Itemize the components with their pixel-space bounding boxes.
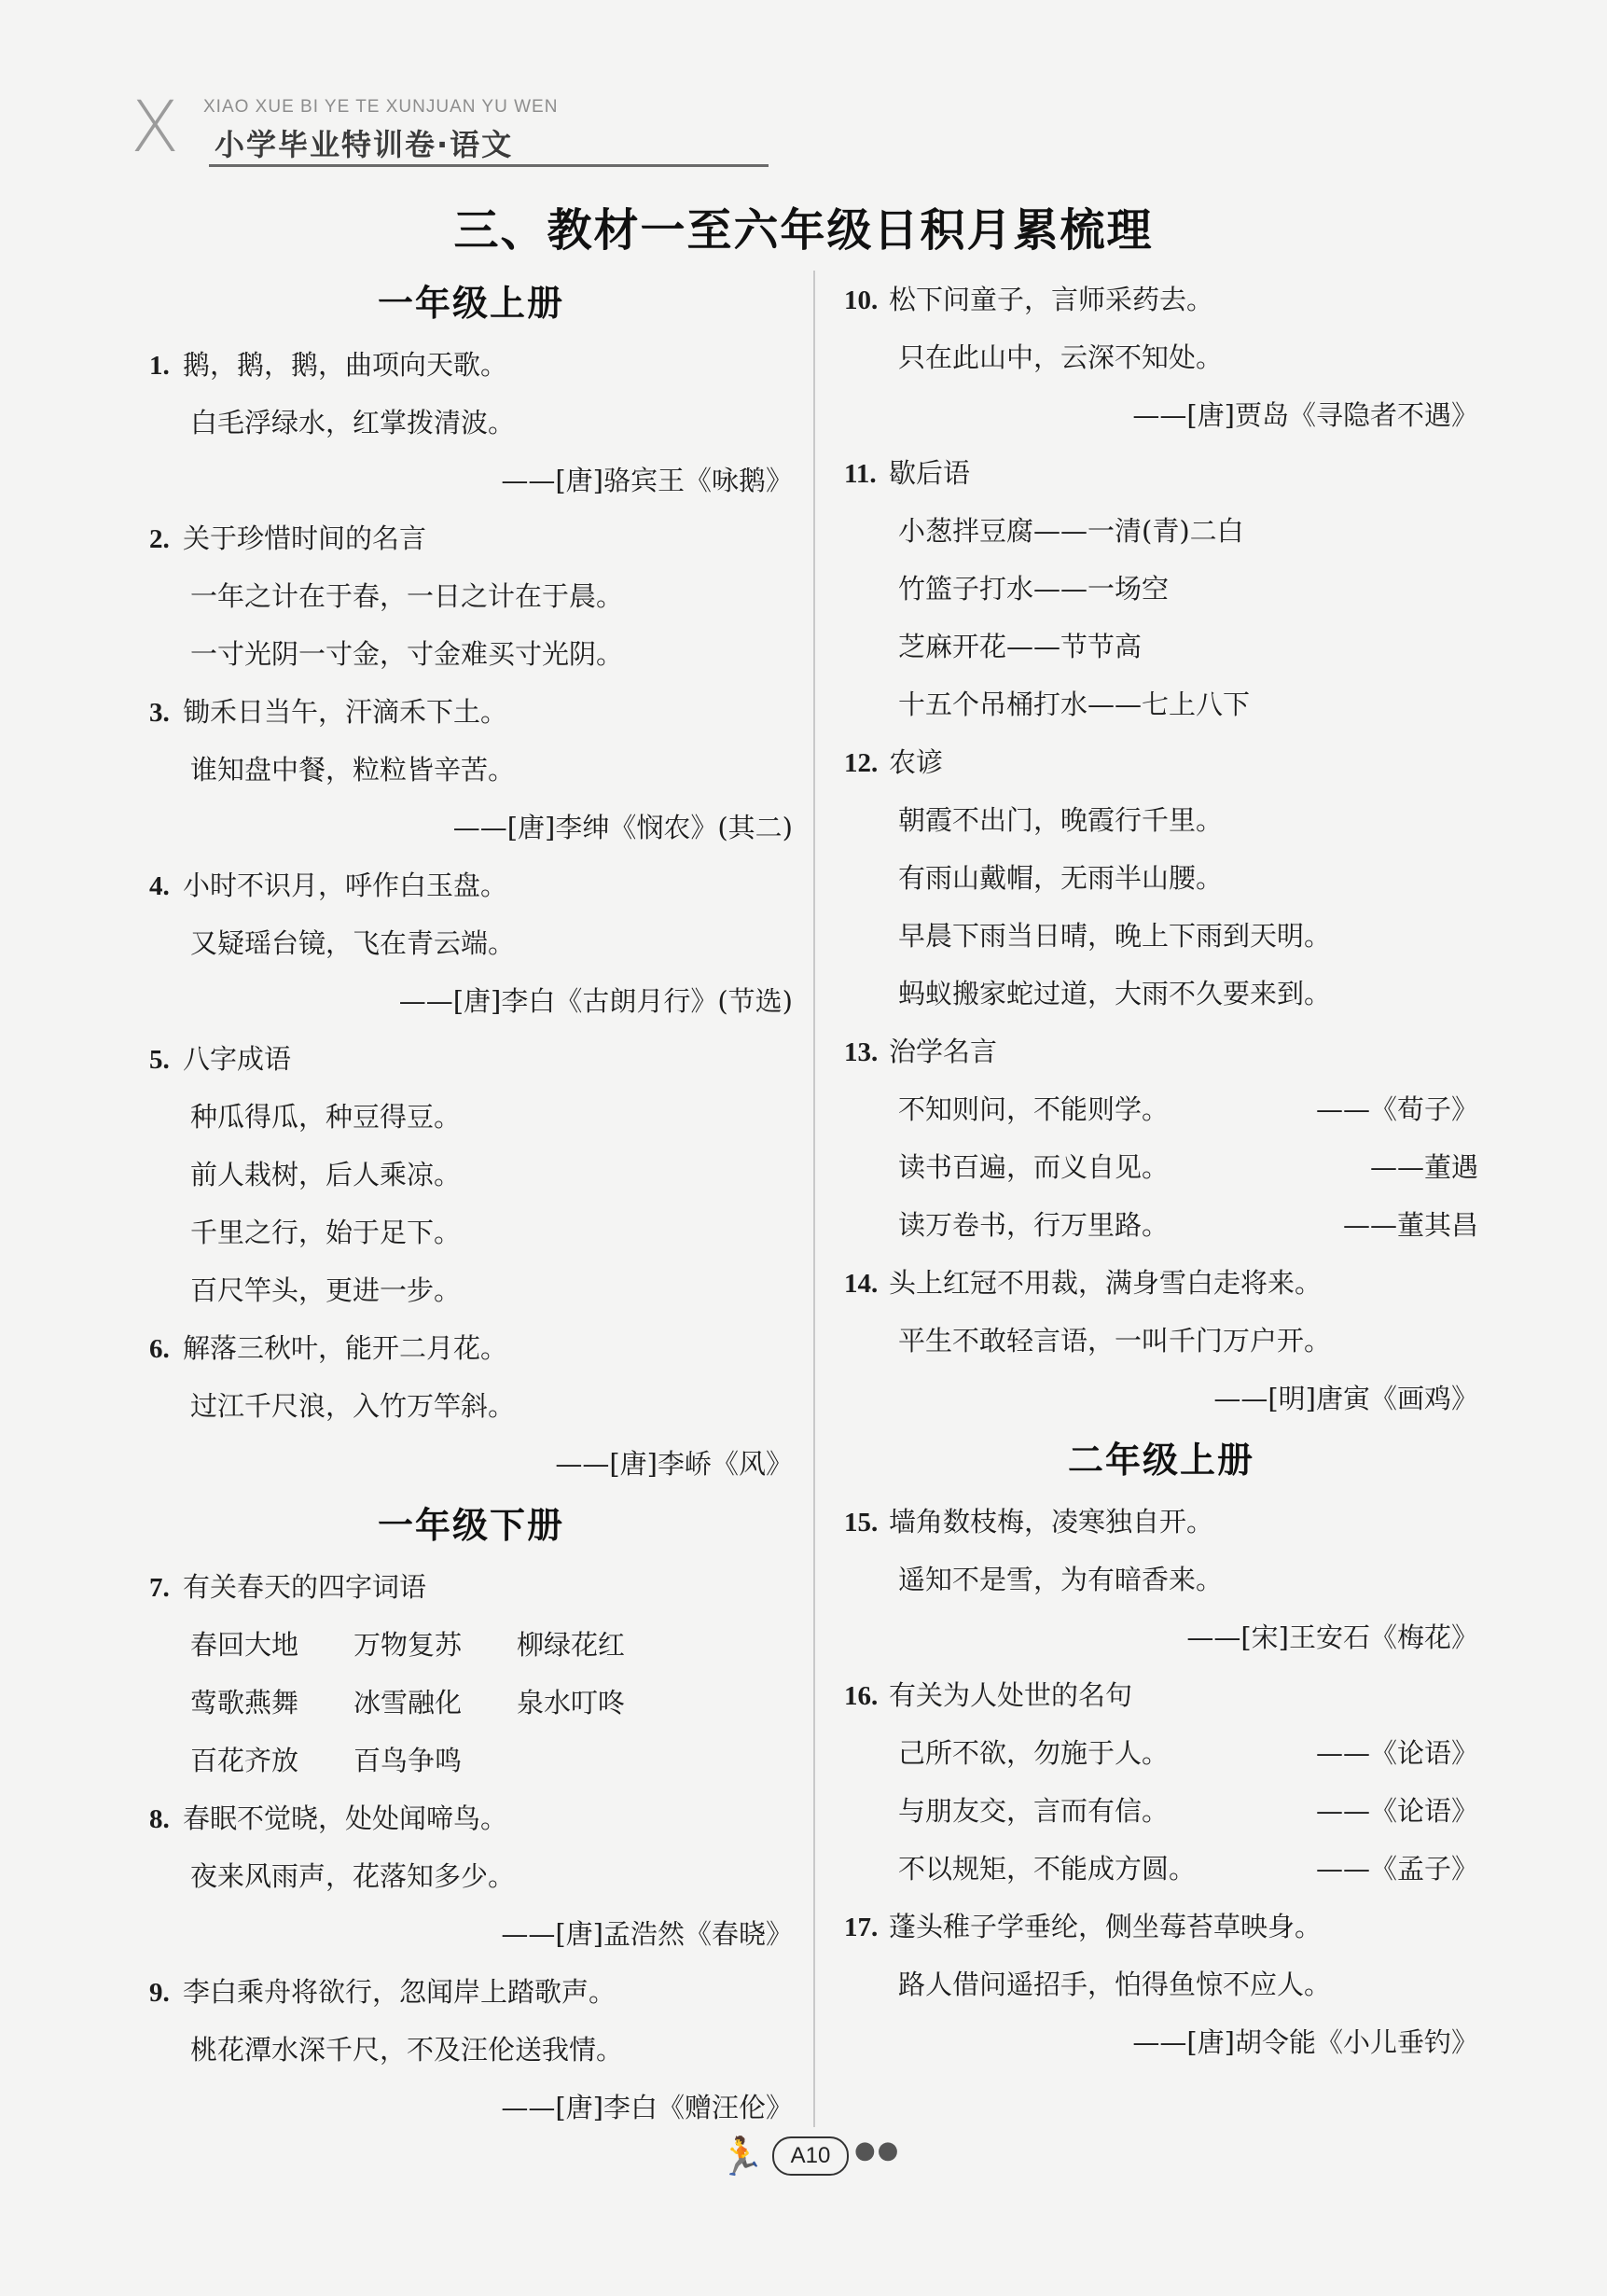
item-text: 关于珍惜时间的名言 (183, 522, 427, 554)
item-text: 不知则问，不能则学。 (898, 1093, 1170, 1125)
item-source: ——[唐]贾岛《寻隐者不遇》 (1132, 399, 1478, 431)
item-source: ——[唐]李白《赠汪伦》 (501, 2092, 793, 2123)
item-text: 农谚 (889, 746, 944, 778)
item-number: 1. (149, 351, 170, 381)
item-source: ——《论语》 (1315, 1737, 1478, 1769)
section-title: 二年级上册 (1067, 1440, 1254, 1481)
item-text: 早晨下雨当日晴，晚上下雨到天明。 (898, 920, 1332, 952)
item-source: ——《荀子》 (1315, 1093, 1478, 1125)
list-item (844, 1666, 1478, 1898)
phrase: 百花齐放 (190, 1745, 299, 1776)
section-title: 一年级下册 (377, 1505, 564, 1546)
book-header (131, 85, 672, 168)
item-text: 平生不敢轻言语，一叫千门万户开。 (898, 1325, 1332, 1357)
header-title: 小学毕业特训卷·语文 (215, 127, 514, 162)
item-text: 墙角数枝梅，凌寒独自开。 (889, 1506, 1214, 1538)
phrase: 冰雪融化 (353, 1687, 463, 1719)
list-item (149, 336, 793, 509)
item-number: 10. (844, 285, 879, 315)
item-text: 有关春天的四字词语 (183, 1571, 427, 1603)
item-number: 5. (149, 1045, 170, 1075)
item-text: 李白乘舟将欲行，忽闻岸上踏歌声。 (183, 1976, 616, 2008)
item-source: ——董遇 (1369, 1151, 1478, 1183)
header-rule (209, 164, 769, 167)
item-text: 春眠不觉晓，处处闻啼鸟。 (183, 1802, 508, 1834)
list-item (149, 856, 793, 1030)
item-number: 14. (844, 1269, 879, 1299)
list-item (844, 271, 1478, 444)
item-text: 一年之计在于春，一日之计在于晨。 (190, 580, 624, 612)
item-text: 百尺竿头，更进一步。 (190, 1274, 462, 1306)
item-number: 15. (844, 1508, 879, 1538)
item-number: 9. (149, 1978, 170, 2008)
phrase: 柳绿花红 (517, 1629, 626, 1661)
item-text: 种瓜得瓜，种豆得豆。 (190, 1101, 462, 1133)
page-number: A10 (772, 2136, 849, 2176)
phrase-row (149, 1674, 793, 1732)
item-text: 不以规矩，不能成方圆。 (898, 1853, 1197, 1885)
item-number: 13. (844, 1037, 879, 1067)
list-item (844, 444, 1478, 733)
item-text: 治学名言 (889, 1036, 998, 1067)
item-number: 6. (149, 1334, 170, 1364)
right-column (844, 271, 1478, 2071)
item-number: 4. (149, 871, 170, 901)
list-item (149, 1963, 793, 2136)
item-text: 解落三秋叶，能开二月花。 (183, 1332, 508, 1364)
list-item (844, 1254, 1478, 1427)
item-text: 蚂蚁搬家蛇过道，大雨不久要来到。 (898, 978, 1332, 1009)
header-pinyin: XIAO XUE BI YE TE XUNJUAN YU WEN (203, 97, 559, 117)
list-item (149, 509, 793, 683)
item-source: ——[唐]李白《古朗月行》(节选) (398, 985, 793, 1017)
item-text: 读书百遍，而义自见。 (898, 1151, 1170, 1183)
item-number: 16. (844, 1681, 879, 1711)
item-source: ——董其昌 (1342, 1209, 1478, 1241)
left-column (149, 271, 793, 2136)
item-text: 桃花潭水深千尺，不及汪伦送我情。 (190, 2034, 624, 2066)
item-text: 锄禾日当午，汗滴禾下土。 (183, 696, 508, 728)
list-item (149, 1319, 793, 1493)
item-source: ——[唐]李峤《风》 (555, 1448, 793, 1480)
item-text: 谁知盘中餐，粒粒皆辛苦。 (190, 754, 516, 786)
item-text: 松下问童子，言师采药去。 (889, 284, 1214, 315)
item-text: 芝麻开花——节节高 (898, 631, 1143, 662)
item-text: 蓬头稚子学垂纶，侧坐莓苔草映身。 (889, 1911, 1323, 1942)
list-item (149, 1558, 793, 1789)
item-text: 八字成语 (183, 1043, 292, 1075)
phrase: 百鸟争鸣 (353, 1745, 463, 1776)
item-text: 路人借问遥招手，怕得鱼惊不应人。 (898, 1969, 1332, 2000)
list-item (149, 1030, 793, 1319)
item-text: 过江千尺浪，入竹万竿斜。 (190, 1390, 516, 1422)
page-title: 三、教材一至六年级日积月累梳理 (453, 204, 1154, 257)
list-item (149, 683, 793, 856)
item-text: 与朋友交，言而有信。 (898, 1795, 1170, 1827)
list-item (844, 1493, 1478, 1666)
item-source: ——[唐]孟浩然《春晓》 (501, 1918, 793, 1950)
header-logo-letter: X (131, 85, 180, 168)
item-text: 小时不识月，呼作白玉盘。 (183, 870, 508, 901)
item-text: 有雨山戴帽，无雨半山腰。 (898, 862, 1224, 894)
section-title: 一年级上册 (377, 283, 564, 324)
dots-decoration: ●● (854, 2136, 901, 2164)
item-text: 十五个吊桶打水——七上八下 (898, 689, 1251, 720)
phrase: 万物复苏 (353, 1629, 463, 1661)
item-text: 朝霞不出门，晚霞行千里。 (898, 804, 1224, 836)
list-item (844, 1023, 1478, 1254)
item-text: 竹篮子打水——一场空 (898, 573, 1170, 605)
list-item (149, 1789, 793, 1963)
list-item (844, 1898, 1478, 2071)
item-text: 头上红冠不用裁，满身雪白走将来。 (889, 1267, 1323, 1299)
item-text: 一寸光阴一寸金，寸金难买寸光阴。 (190, 638, 624, 670)
item-number: 7. (149, 1573, 170, 1603)
item-source: ——[唐]胡令能《小儿垂钓》 (1132, 2026, 1478, 2058)
item-text: 白毛浮绿水，红掌拨清波。 (190, 407, 516, 438)
item-source: ——[明]唐寅《画鸡》 (1213, 1383, 1478, 1414)
item-text: 只在此山中，云深不知处。 (898, 341, 1224, 373)
item-source: ——[宋]王安石《梅花》 (1186, 1621, 1478, 1653)
item-text: 前人栽树，后人乘凉。 (190, 1159, 462, 1190)
phrase-row (149, 1616, 793, 1674)
item-text: 歇后语 (889, 457, 971, 489)
item-source: ——[唐]李绅《悯农》(其二) (452, 812, 793, 843)
item-number: 8. (149, 1804, 170, 1834)
item-number: 17. (844, 1913, 879, 1942)
item-text: 千里之行，始于足下。 (190, 1217, 462, 1248)
item-source: ——《孟子》 (1315, 1853, 1478, 1885)
page-footer (718, 2127, 923, 2183)
item-number: 12. (844, 748, 879, 778)
column-divider (813, 271, 815, 2127)
phrase-row (149, 1732, 793, 1789)
item-text: 读万卷书，行万里路。 (898, 1209, 1170, 1241)
item-text: 己所不欲，勿施于人。 (898, 1737, 1170, 1769)
item-text: 遥知不是雪，为有暗香来。 (898, 1564, 1224, 1595)
item-text: 又疑瑶台镜，飞在青云端。 (190, 927, 516, 959)
item-number: 11. (844, 459, 877, 489)
item-number: 3. (149, 698, 170, 728)
phrase: 莺歌燕舞 (190, 1687, 299, 1719)
item-text: 鹅，鹅，鹅，曲项向天歌。 (183, 349, 508, 381)
runner-icon: 🏃 (718, 2136, 765, 2178)
phrase: 春回大地 (190, 1629, 299, 1661)
item-number: 2. (149, 524, 170, 554)
item-text: 有关为人处世的名句 (889, 1679, 1133, 1711)
item-text: 夜来风雨声，花落知多少。 (190, 1860, 516, 1892)
item-source: ——《论语》 (1315, 1795, 1478, 1827)
item-text: 小葱拌豆腐——一清(青)二白 (898, 515, 1244, 547)
phrase: 泉水叮咚 (517, 1687, 626, 1719)
item-source: ——[唐]骆宾王《咏鹅》 (501, 465, 793, 496)
list-item (844, 733, 1478, 1023)
